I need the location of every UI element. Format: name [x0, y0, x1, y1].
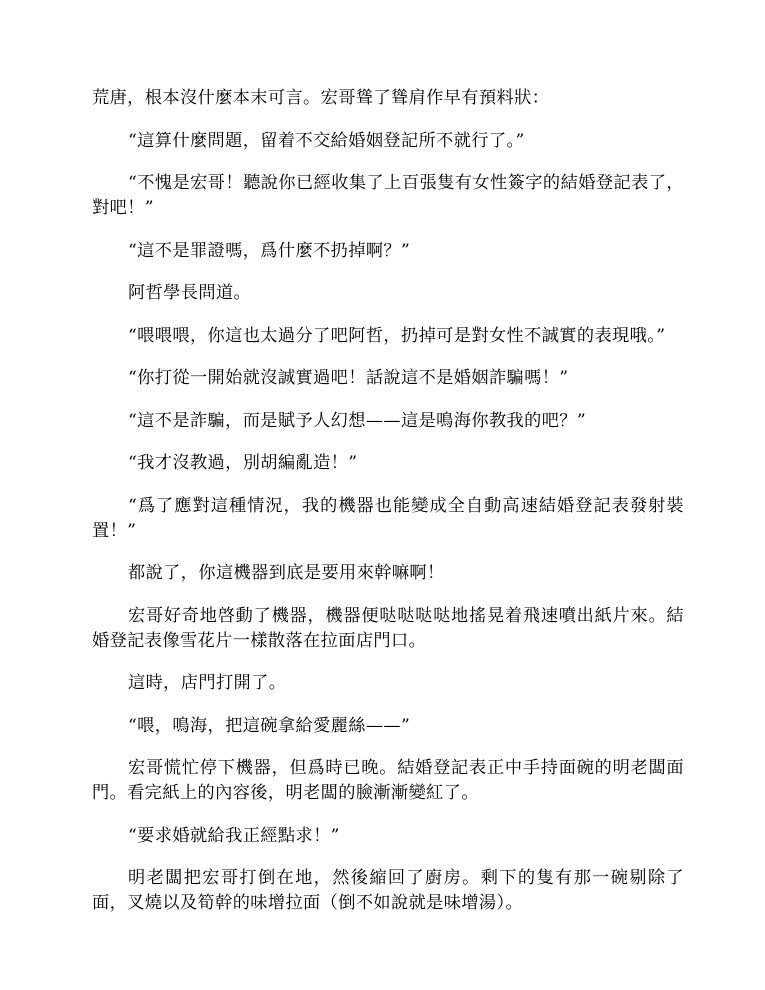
paragraph: 都說了，你這機器到底是要用來幹嘛啊！: [128, 563, 445, 583]
paragraph: “你打從一開始就沒誠實過吧！話說這不是婚姻詐騙嗎！”: [128, 368, 569, 388]
paragraph: 荒唐，根本沒什麼本末可言。宏哥聳了聳肩作早有預料狀：: [92, 88, 550, 108]
paragraph: “爲了應對這種情況，我的機器也能變成全自動高速結婚登記表發射裝置！”: [92, 495, 684, 541]
paragraph: “這不是罪證嗎，爲什麼不扔掉啊？”: [128, 240, 411, 261]
paragraph: “這算什麼問題，留着不交給婚姻登記所不就行了。”: [128, 130, 525, 151]
paragraph: “我才沒教過，別胡編亂造！”: [128, 453, 358, 473]
paragraph: 這時，店門打開了。: [128, 673, 287, 693]
document-page: [92, 86, 684, 934]
paragraph: “不愧是宏哥！聽說你已經收集了上百張隻有女性簽字的結婚登記表了，對吧！”: [92, 173, 684, 218]
paragraph: “喂，鳴海，把這碗拿給愛麗絲——”: [128, 715, 411, 736]
paragraph: 宏哥慌忙停下機器，但爲時已晚。結婚登記表正中手持面碗的明老闆面門。看完紙上的內容後，明老闆的臉漸漸變紅了。: [92, 758, 684, 803]
paragraph: “這不是詐騙，而是賦予人幻想——這是鳴海你教我的吧？”: [128, 410, 587, 431]
paragraph: “要求婚就給我正經點求！”: [128, 825, 340, 846]
paragraph: 明老闆把宏哥打倒在地，然後縮回了廚房。剩下的隻有那一碗剔除了面，叉燒以及筍幹的味增拉面（倒不如說就是味增湯）。: [92, 868, 684, 913]
paragraph: 阿哲學長問道。: [128, 283, 252, 303]
paragraph: 宏哥好奇地啓動了機器，機器便哒哒哒哒地搖晃着飛速噴出紙片來。結婚登記表像雪花片一樣散落在拉面店門口。: [92, 605, 684, 651]
paragraph: “喂喂喂，你這也太過分了吧阿哲，扔掉可是對女性不誠實的表現哦。”: [128, 325, 666, 346]
